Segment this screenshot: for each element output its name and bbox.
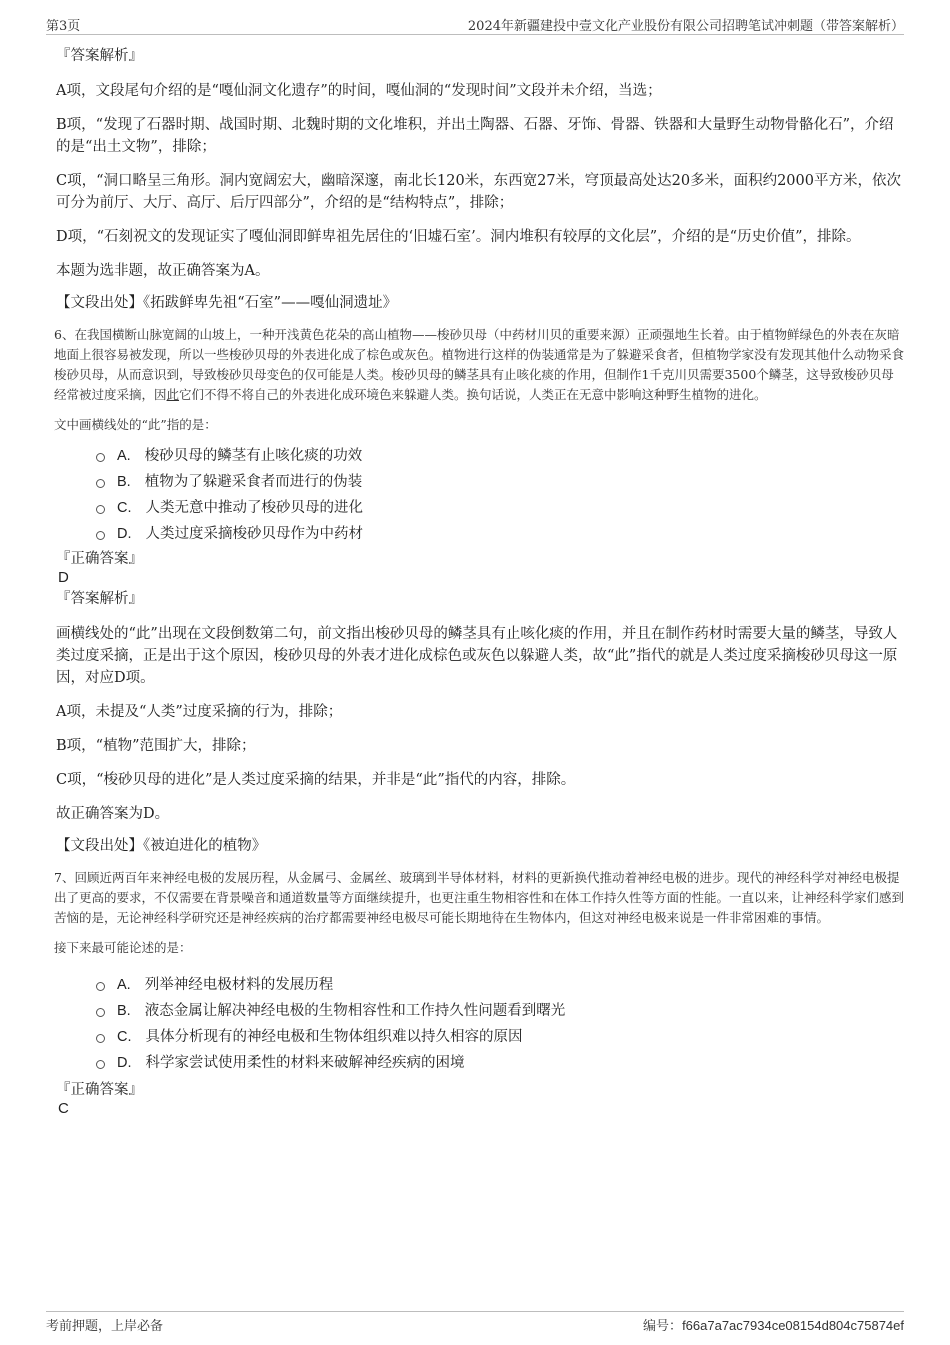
question-prompt: 文中画横线处的“此”指的是：: [54, 417, 217, 432]
option-c[interactable]: C. 人类无意中推动了梭砂贝母的进化: [96, 495, 904, 521]
radio-icon[interactable]: [96, 479, 105, 488]
option-b[interactable]: B. 植物为了躲避采食者而进行的伪装: [96, 469, 904, 495]
option-list: [96, 443, 904, 547]
underlined-word: 此: [166, 387, 180, 402]
analysis-paragraph: A项，未提及“人类”过度采摘的行为，排除；: [56, 704, 343, 720]
question-passage: 7、回顾近两百年来神经电极的发展历程，从金属弓、金属丝、玻璃到半导体材料，材料的更新换代推动着神经电极的进步。现代的神经科学对神经电极提出了更高的要求，不仅需要在背景噪音和通道数量等方面继续提升，也更注重生物相容性和在体工作持久性等方面的性能。一直以来，让神经科学家们感到苦恼的是，无论神经科学研究还是神经疾病的治疗都需要神经电极尽可能长期地待在生物体内，但这对神经电极来说是一件非常困难的事情。: [54, 870, 905, 925]
radio-icon[interactable]: [96, 505, 105, 514]
option-b[interactable]: B. 液态金属让解决神经电极的生物相容性和工作持久性问题看到曙光: [96, 998, 904, 1024]
option-a[interactable]: A. 列举神经电极材料的发展历程: [96, 972, 904, 998]
correct-answer: C: [58, 1100, 69, 1117]
analysis-paragraph: 画横线处的“此”出现在文段倒数第二句，前文指出梭砂贝母的鳞茎具有止咳化痰的作用，并且在制作药材时需要大量的鳞茎，导致人类过度采摘，正是出于这个原因，梭砂贝母的外表才进化成棕色或灰色以躲避人类，故“此”指代的就是人类过度采摘梭砂贝母这一原因，对应D项。: [56, 626, 898, 686]
radio-icon[interactable]: [96, 1060, 105, 1069]
analysis-conclusion: 故正确答案为D。: [56, 806, 170, 822]
passage-source: 【文段出处】《拓跋鲜卑先祖“石室”——嘎仙洞遗址》: [56, 295, 398, 311]
analysis-paragraph: C项，“梭砂贝母的进化”是人类过度采摘的结果，并非是“此”指代的内容，排除。: [56, 772, 576, 788]
correct-answer: D: [58, 569, 69, 586]
analysis-label: 『答案解析』: [56, 48, 143, 64]
option-d[interactable]: D. 科学家尝试使用柔性的材料来破解神经疾病的困境: [96, 1050, 904, 1076]
correct-answer-label: 『正确答案』: [56, 551, 143, 567]
document-body: [56, 44, 904, 1118]
option-list: [96, 972, 904, 1076]
radio-icon[interactable]: [96, 453, 105, 462]
radio-icon[interactable]: [96, 1008, 105, 1017]
radio-icon[interactable]: [96, 1034, 105, 1043]
page-footer: [46, 1311, 904, 1334]
question-passage: 6、在我国横断山脉宽阔的山坡上，一种开浅黄色花朵的高山植物——梭砂贝母（中药材川贝的重要来源）正顽强地生长着。由于植物鲜绿色的外表在灰暗地面上很容易被发现，所以一些梭砂贝母的外表进化成了棕色或灰色。植物进行这样的伪装通常是为了躲避采食者，但植物学家没有发现其他什么动物采食梭砂贝母，从而意识到，导致梭砂贝母变色的仅可能是人类。梭砂贝母的鳞茎具有止咳化痰的作用，但制作1千克川贝需要3500个鳞茎，这导致梭砂贝母经常被过度采摘，因此它们不得不将自己的外表进化成环境色来躲避人类。换句话说，人类正在无意中影响这种野生植物的进化。: [54, 327, 905, 402]
footer-slogan: 考前押题，上岸必备: [46, 1319, 164, 1334]
analysis-paragraph: A项，文段尾句介绍的是“嘎仙洞文化遗存”的时间，嘎仙洞的“发现时间”文段并未介绍，当选；: [56, 83, 662, 99]
question-prompt: 接下来最可能论述的是：: [54, 940, 192, 955]
option-d[interactable]: D. 人类过度采摘梭砂贝母作为中药材: [96, 521, 904, 547]
page-header: [46, 14, 904, 35]
analysis-conclusion: 本题为选非题，故正确答案为A。: [56, 263, 270, 279]
option-c[interactable]: C. 具体分析现有的神经电极和生物体组织难以持久相容的原因: [96, 1024, 904, 1050]
analysis-paragraph: C项，“洞口略呈三角形。洞内宽阔宏大，幽暗深邃，南北长120米，东西宽27米，穹顶最高处达20多米，面积约2000平方米，依次可分为前厅、大厅、高厅、后厅四部分”，介绍的是“结构特点”，排除；: [56, 173, 901, 211]
passage-source: 【文段出处】《被迫进化的植物》: [56, 838, 267, 854]
document-id: 编号：f66a7a7ac7934ce08154d804c75874ef: [643, 1318, 904, 1334]
analysis-paragraph: B项，“植物”范围扩大，排除；: [56, 738, 256, 754]
correct-answer-label: 『正确答案』: [56, 1082, 143, 1098]
document-title: 2024年新疆建投中壹文化产业股份有限公司招聘笔试冲刺题（带答案解析）: [467, 19, 904, 34]
page-number: 第3页: [46, 19, 81, 34]
radio-icon[interactable]: [96, 531, 105, 540]
radio-icon[interactable]: [96, 982, 105, 991]
analysis-label: 『答案解析』: [56, 591, 143, 607]
analysis-paragraph: D项，“石刻祝文的发现证实了嘎仙洞即鲜卑祖先居住的‘旧墟石室’。洞内堆积有较厚的文化层”，介绍的是“历史价值”，排除。: [56, 229, 861, 245]
analysis-paragraph: B项，“发现了石器时期、战国时期、北魏时期的文化堆积，并出土陶器、石器、牙饰、骨器、铁器和大量野生动物骨骼化石”，介绍的是“出土文物”，排除；: [56, 117, 894, 155]
option-a[interactable]: A. 梭砂贝母的鳞茎有止咳化痰的功效: [96, 443, 904, 469]
